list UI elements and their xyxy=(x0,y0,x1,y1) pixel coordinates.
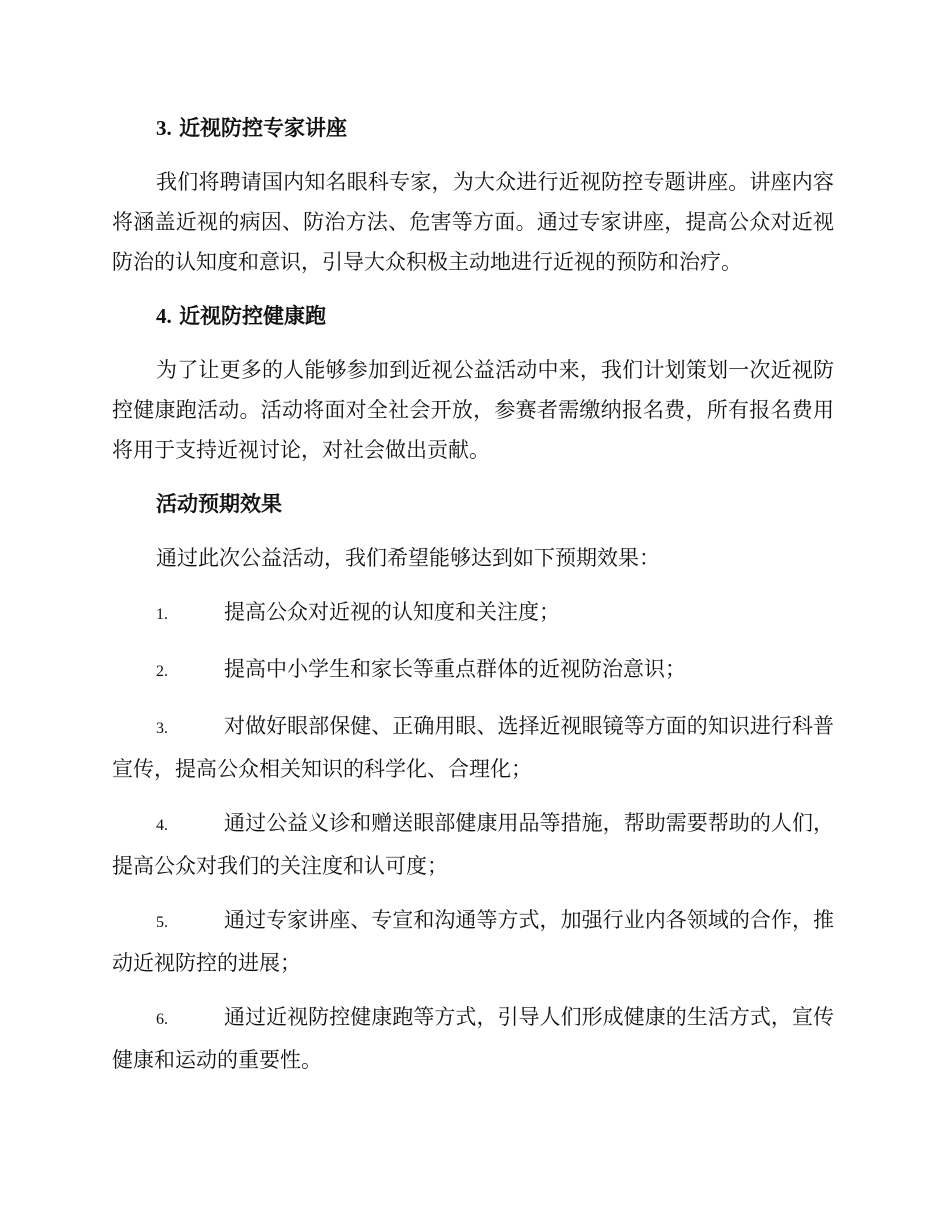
list-item-text: 提高中小学生和家长等重点群体的近视防治意识； xyxy=(224,657,686,681)
document-content xyxy=(112,108,834,1094)
list-item xyxy=(112,649,834,692)
list-item xyxy=(112,803,834,886)
list-item-text: 提高公众对近视的认知度和关注度； xyxy=(224,600,560,624)
list-item-number: 5. xyxy=(156,914,168,931)
section-heading-number: 4. xyxy=(156,304,172,328)
list-item-number: 1. xyxy=(156,606,168,623)
list-item-text: 通过专家讲座、专宣和沟通等方式，加强行业内各领域的合作，推动近视防控的进展； xyxy=(112,908,834,975)
list-item-text: 对做好眼部保健、正确用眼、选择近视眼镜等方面的知识进行科普宣传，提高公众相关知识的科学化、合理化； xyxy=(112,714,834,781)
list-item-number: 3. xyxy=(156,720,168,737)
list-item-text: 通过公益义诊和赠送眼部健康用品等措施，帮助需要帮助的人们，提高公众对我们的关注度和认可度； xyxy=(112,811,834,878)
section-heading-text: 近视防控专家讲座 xyxy=(179,115,348,140)
expected-effects-intro: 通过此次公益活动，我们希望能够达到如下预期效果： xyxy=(156,546,660,570)
section-body-expert-lecture: 我们将聘请国内知名眼科专家，为大众进行近视防控专题讲座。讲座内容将涵盖近视的病因、防治方法、危害等方面。通过专家讲座，提高公众对近视防治的认知度和意识，引导大众积极主动地进行近视的预防和治疗。 xyxy=(112,170,834,274)
section-heading-text: 近视防控健康跑 xyxy=(179,303,327,328)
section-heading-health-run xyxy=(112,296,834,336)
list-item-number: 4. xyxy=(156,817,168,834)
list-item xyxy=(112,900,834,983)
list-item xyxy=(112,706,834,789)
list-item xyxy=(112,592,834,635)
section-heading-expert-lecture xyxy=(112,108,834,148)
list-item-number: 2. xyxy=(156,663,168,680)
list-item xyxy=(112,997,834,1080)
list-item-number: 6. xyxy=(156,1011,168,1028)
section-body-health-run: 为了让更多的人能够参加到近视公益活动中来，我们计划策划一次近视防控健康跑活动。活动将面对全社会开放，参赛者需缴纳报名费，所有报名费用将用于支持近视讨论，对社会做出贡献。 xyxy=(112,358,834,462)
section-heading-number: 3. xyxy=(156,116,172,140)
list-item-text: 通过近视防控健康跑等方式，引导人们形成健康的生活方式，宣传健康和运动的重要性。 xyxy=(112,1005,834,1072)
expected-effects-heading: 活动预期效果 xyxy=(156,491,282,516)
